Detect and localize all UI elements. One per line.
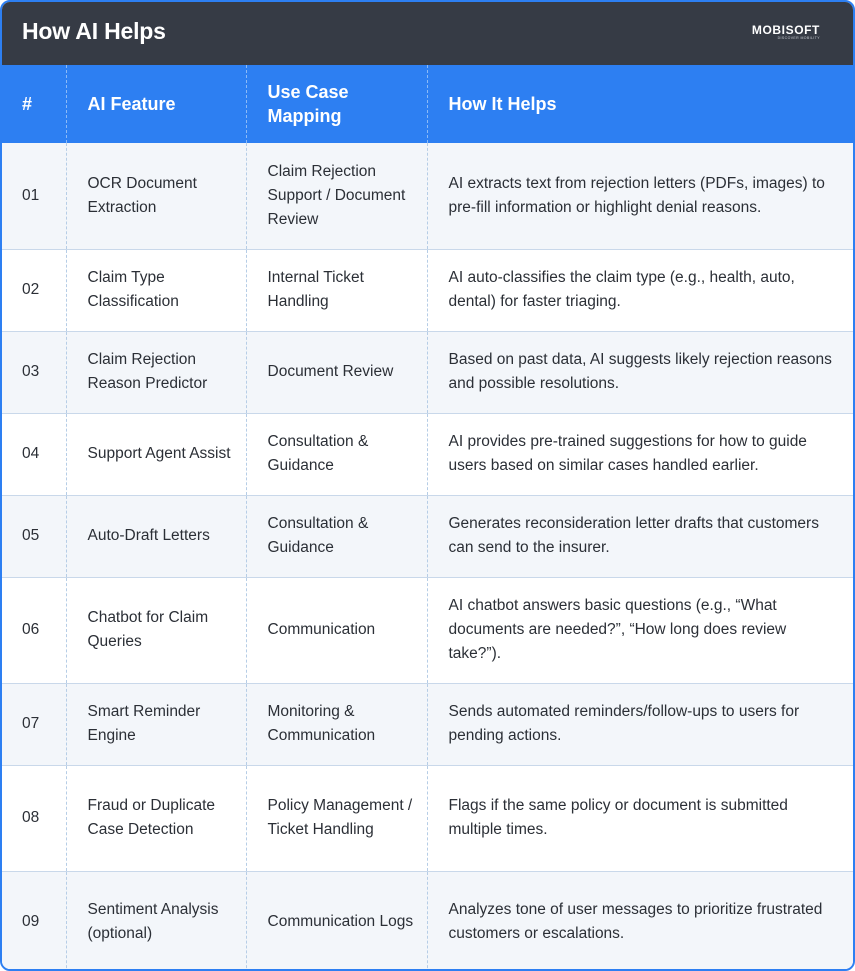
row-number: 05 (2, 495, 66, 577)
row-mapping: Consultation & Guidance (246, 495, 427, 577)
table-row (2, 577, 853, 683)
row-number: 08 (2, 765, 66, 871)
logo-wordmark: MOBISOFT (751, 23, 820, 37)
row-helps: AI provides pre-trained suggestions for how to guide users based on similar cases handled earlier. (427, 413, 853, 495)
brand-logo (752, 24, 820, 41)
table-row (2, 495, 853, 577)
table-row (2, 683, 853, 765)
row-mapping: Claim Rejection Support / Document Review (246, 143, 427, 249)
row-mapping: Policy Management / Ticket Handling (246, 765, 427, 871)
column-header-mapping: Use Case Mapping (246, 65, 427, 143)
row-helps: Generates reconsideration letter drafts that customers can send to the insurer. (427, 495, 853, 577)
row-mapping: Document Review (246, 331, 427, 413)
row-number: 07 (2, 683, 66, 765)
row-mapping: Consultation & Guidance (246, 413, 427, 495)
logo-tagline: DISCOVER MOBILITY (777, 36, 820, 40)
ai-features-table (2, 65, 853, 971)
row-helps: Based on past data, AI suggests likely rejection reasons and possible resolutions. (427, 331, 853, 413)
row-helps: AI auto-classifies the claim type (e.g., health, auto, dental) for faster triaging. (427, 249, 853, 331)
table-row (2, 765, 853, 871)
row-feature: Smart Reminder Engine (66, 683, 246, 765)
row-helps: Analyzes tone of user messages to prioritize frustrated customers or escalations. (427, 871, 853, 971)
row-feature: Chatbot for Claim Queries (66, 577, 246, 683)
column-header-number: # (22, 94, 33, 114)
row-mapping: Internal Ticket Handling (246, 249, 427, 331)
column-header-helps: How It Helps (427, 65, 853, 143)
row-mapping: Communication Logs (246, 871, 427, 971)
table-row (2, 143, 853, 249)
row-feature: Fraud or Duplicate Case Detection (66, 765, 246, 871)
column-header-feature: AI Feature (66, 65, 246, 143)
row-helps: Sends automated reminders/follow-ups to users for pending actions. (427, 683, 853, 765)
row-feature: Auto-Draft Letters (66, 495, 246, 577)
table-row (2, 331, 853, 413)
row-number: 06 (2, 577, 66, 683)
row-feature: Sentiment Analysis (optional) (66, 871, 246, 971)
row-helps: AI extracts text from rejection letters (PDFs, images) to pre-fill information or highlight denial reasons. (427, 143, 853, 249)
row-number: 09 (2, 871, 66, 971)
row-feature: OCR Document Extraction (66, 143, 246, 249)
table-row (2, 413, 853, 495)
row-number: 02 (2, 249, 66, 331)
page-title: How AI Helps (22, 18, 166, 44)
row-mapping: Monitoring & Communication (246, 683, 427, 765)
table-row (2, 249, 853, 331)
row-helps: AI chatbot answers basic questions (e.g., “What documents are needed?”, “How long does review take?”). (427, 577, 853, 683)
row-mapping: Communication (246, 577, 427, 683)
table-header-row (2, 65, 853, 143)
row-helps: Flags if the same policy or document is submitted multiple times. (427, 765, 853, 871)
row-feature: Claim Type Classification (66, 249, 246, 331)
row-feature: Support Agent Assist (66, 413, 246, 495)
row-number: 01 (2, 143, 66, 249)
row-number: 04 (2, 413, 66, 495)
row-number: 03 (2, 331, 66, 413)
table-row (2, 871, 853, 971)
row-feature: Claim Rejection Reason Predictor (66, 331, 246, 413)
title-bar (2, 2, 853, 65)
